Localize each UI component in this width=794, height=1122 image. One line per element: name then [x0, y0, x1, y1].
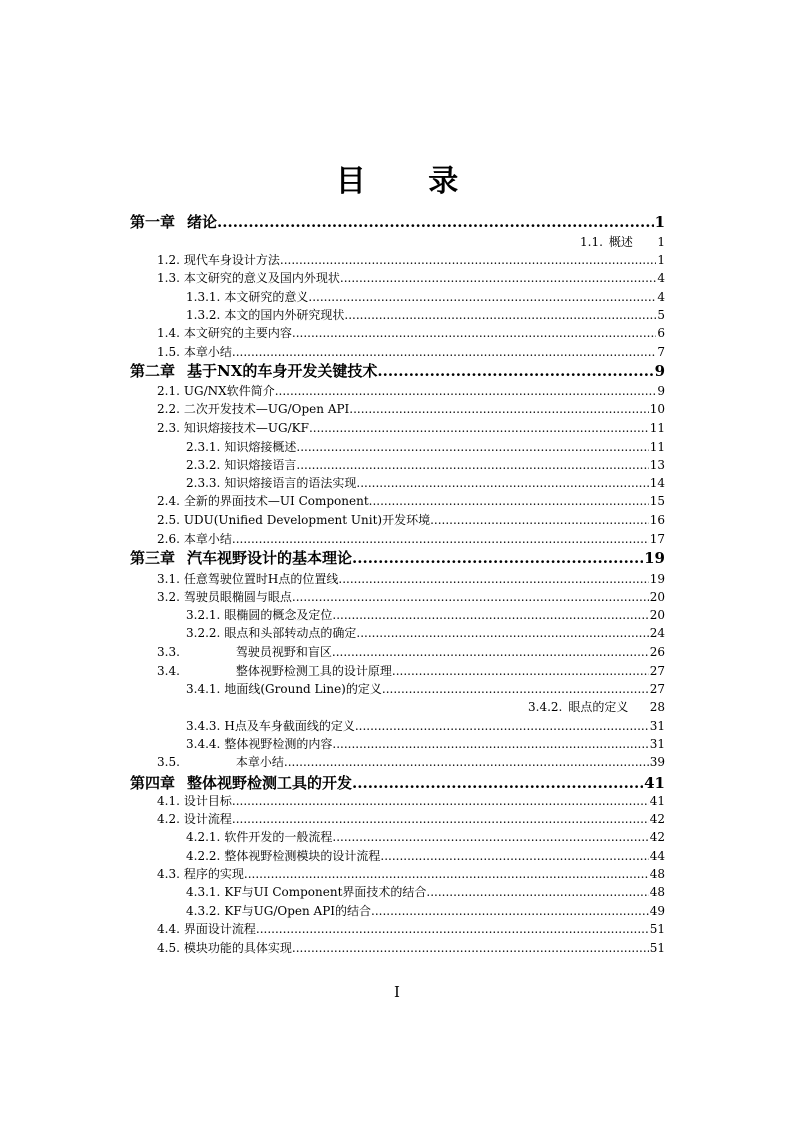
toc-entry-page: 15 — [649, 494, 665, 508]
toc-entry-page: 27 — [649, 664, 665, 678]
toc-entry-number: 2.3.3. — [186, 476, 221, 490]
toc-entry-page: 26 — [649, 645, 665, 659]
toc-chapter-entry[interactable] — [130, 361, 665, 381]
toc-entry-leader — [338, 570, 648, 588]
toc-entry-number: 1.2. — [157, 253, 180, 267]
toc-entry[interactable] — [580, 233, 665, 251]
toc-entry-leader — [349, 400, 648, 418]
toc-entry[interactable] — [157, 530, 665, 548]
toc-entry-number: 第二章 — [130, 362, 176, 380]
toc-entry-title: 任意驾驶位置时H点的位置线 — [183, 572, 339, 586]
toc-entry-number: 4.2. — [157, 812, 180, 826]
toc-entry-title: 基于NX的车身开发关键技术 — [187, 362, 378, 380]
toc-entry[interactable] — [157, 865, 665, 883]
toc-entry-page: 20 — [649, 608, 665, 622]
toc-entry[interactable] — [157, 511, 665, 529]
toc-entry[interactable] — [186, 606, 665, 624]
toc-entry[interactable] — [157, 662, 665, 680]
toc-entry-page: 44 — [649, 849, 665, 863]
toc-entry-number: 4.3.2. — [186, 904, 221, 918]
toc-entry-page: 11 — [649, 421, 665, 435]
toc-entry-leader — [332, 735, 648, 753]
toc-entry-title: KF与UI Component界面技术的结合 — [224, 885, 427, 899]
toc-entry-page: 49 — [649, 904, 665, 918]
toc-entry-number: 3.4.1. — [186, 682, 221, 696]
toc-entry[interactable] — [157, 570, 665, 588]
toc-entry-number: 3.2.2. — [186, 626, 221, 640]
toc-entry-number: 3.4.3. — [186, 719, 221, 733]
toc-entry[interactable] — [157, 382, 665, 400]
toc-entry-number: 2.5. — [157, 513, 180, 527]
toc-entry-leader — [332, 828, 648, 846]
toc-entry-leader — [340, 269, 656, 287]
toc-entry-title: 设计流程 — [183, 812, 232, 826]
toc-entry-page: 31 — [649, 719, 665, 733]
toc-entry-number: 1.3.1. — [186, 290, 221, 304]
toc-entry[interactable] — [157, 324, 665, 342]
toc-entry-number: 3.2. — [157, 590, 180, 604]
toc-entry-number: 3.4.2. — [528, 700, 563, 714]
toc-entry-title: 整体视野检测的内容 — [224, 737, 333, 751]
toc-entry-number: 4.3. — [157, 867, 180, 881]
toc-entry-number: 2.3. — [157, 421, 180, 435]
toc-entry[interactable] — [157, 492, 665, 510]
toc-entry-leader — [275, 382, 657, 400]
toc-entry-page: 24 — [649, 626, 665, 640]
toc-entry-leader — [356, 474, 648, 492]
toc-entry-page: 19 — [644, 549, 665, 567]
toc-entry[interactable] — [186, 735, 665, 753]
toc-entry-number: 3.5. — [157, 755, 180, 769]
toc-entry-leader — [232, 810, 649, 828]
toc-entry-page: 16 — [649, 513, 665, 527]
toc-entry-title: UG/NX软件简介 — [183, 384, 275, 398]
toc-entry[interactable] — [157, 920, 665, 938]
toc-entry-title: 本文研究的意义及国内外现状 — [183, 271, 340, 285]
toc-entry-leader — [392, 662, 649, 680]
toc-entry-page: 5 — [657, 308, 665, 322]
toc-entry-title: 眼点和头部转动点的确定 — [224, 626, 357, 640]
toc-entry[interactable] — [157, 588, 665, 606]
toc-entry-leader — [296, 456, 648, 474]
toc-entry[interactable] — [528, 698, 665, 716]
toc-entry-number: 1.3. — [157, 271, 180, 285]
toc-entry-page: 51 — [649, 922, 665, 936]
toc-entry-number: 1.3.2. — [186, 308, 221, 322]
toc-entry-number: 4.5. — [157, 941, 180, 955]
toc-entry-leader — [430, 511, 649, 529]
toc-entry-title: 本章小结 — [183, 345, 232, 359]
toc-entry[interactable] — [186, 456, 665, 474]
toc-entry-leader — [382, 680, 649, 698]
toc-entry-page: 42 — [649, 812, 665, 826]
toc-entry-leader — [232, 530, 649, 548]
toc-entry-leader — [292, 588, 649, 606]
toc-entry-page: 19 — [649, 572, 665, 586]
toc-entry[interactable] — [186, 680, 665, 698]
toc-entry-page: 31 — [649, 737, 665, 751]
toc-entry-leader — [356, 624, 648, 642]
toc-entry-number: 第四章 — [130, 774, 176, 792]
toc-entry-leader — [217, 212, 654, 232]
toc-entry[interactable] — [157, 251, 665, 269]
toc-entry-page: 41 — [644, 774, 665, 792]
toc-entry-page: 27 — [649, 682, 665, 696]
toc-entry-title: 整体视野检测工具的开发 — [187, 774, 353, 792]
toc-entry-title: 现代车身设计方法 — [183, 253, 280, 267]
toc-entry-number: 4.2.1. — [186, 830, 221, 844]
toc-entry-leader — [256, 920, 649, 938]
toc-chapter-entry[interactable] — [130, 548, 665, 568]
toc-entry-page: 17 — [649, 532, 665, 546]
toc-entry-title: 模块功能的具体实现 — [183, 941, 292, 955]
toc-entry[interactable] — [186, 438, 665, 456]
toc-entry-page: 48 — [649, 885, 665, 899]
toc-entry[interactable] — [157, 792, 665, 810]
toc-chapter-entry[interactable] — [130, 773, 665, 793]
toc-entry-number: 第一章 — [130, 213, 176, 231]
toc-entry[interactable] — [157, 343, 665, 361]
toc-entry-title: 概述 — [608, 235, 633, 249]
toc-entry-number: 3.3. — [157, 645, 180, 659]
toc-entry[interactable] — [186, 717, 665, 735]
toc-entry-number: 2.3.1. — [186, 440, 221, 454]
toc-entry-page: 1 — [657, 253, 665, 267]
toc-entry-page: 41 — [649, 794, 665, 808]
toc-entry[interactable] — [157, 269, 665, 287]
toc-entry-title: 知识熔接技术—UG/KF — [183, 421, 309, 435]
toc-entry-page: 28 — [649, 700, 665, 714]
page-number: I — [394, 983, 400, 1001]
toc-entry-leader — [232, 792, 649, 810]
toc-entry-leader — [352, 773, 643, 793]
toc-entry-leader — [232, 343, 656, 361]
toc-chapter-entry[interactable] — [130, 212, 665, 232]
toc-entry-leader — [292, 939, 649, 957]
toc-entry-title: 本文研究的意义 — [224, 290, 309, 304]
toc-entry-page: 51 — [649, 941, 665, 955]
toc-entry-title: 二次开发技术—UG/Open API — [183, 402, 350, 416]
toc-entry-number: 1.5. — [157, 345, 180, 359]
toc-entry-title: 本章小结 — [183, 532, 232, 546]
toc-entry-number: 4.4. — [157, 922, 180, 936]
toc-entry-leader — [244, 865, 649, 883]
toc-entry-page: 11 — [649, 440, 665, 454]
toc-entry-leader — [332, 606, 648, 624]
toc-entry-title: 软件开发的一般流程 — [224, 830, 333, 844]
toc-entry[interactable] — [186, 902, 665, 920]
toc-entry-leader — [296, 438, 648, 456]
toc-entry-title: 整体视野检测工具的设计原理 — [235, 664, 392, 678]
toc-entry-leader — [426, 883, 648, 901]
toc-entry-title: 驾驶员视野和盲区 — [235, 645, 332, 659]
toc-entry-title: 程序的实现 — [183, 867, 244, 881]
toc-entry-number: 3.2.1. — [186, 608, 221, 622]
toc-entry-leader — [308, 288, 656, 306]
toc-entry-page: 1 — [654, 213, 665, 231]
toc-entry-title: 眼椭圆的概念及定位 — [224, 608, 333, 622]
toc-entry-leader — [309, 419, 649, 437]
toc-entry-page: 9 — [654, 362, 665, 380]
toc-entry[interactable] — [186, 828, 665, 846]
toc-entry-page: 39 — [649, 755, 665, 769]
toc-entry-leader — [369, 492, 649, 510]
toc-entry[interactable] — [157, 810, 665, 828]
toc-entry-number: 1.4. — [157, 326, 180, 340]
toc-entry[interactable] — [157, 753, 665, 771]
toc-entry-page: 42 — [649, 830, 665, 844]
toc-entry[interactable] — [186, 474, 665, 492]
toc-entry[interactable] — [157, 643, 665, 661]
toc-entry[interactable] — [186, 288, 665, 306]
toc-entry-page: 6 — [657, 326, 665, 340]
toc-entry-page: 10 — [649, 402, 665, 416]
toc-entry-title: 地面线(Ground Line)的定义 — [224, 682, 382, 696]
toc-entry-leader — [352, 548, 643, 568]
toc-entry-title: H点及车身截面线的定义 — [224, 719, 355, 733]
toc-entry-number: 第三章 — [130, 549, 176, 567]
toc-entry[interactable] — [157, 939, 665, 957]
toc-entry-page: 4 — [657, 271, 665, 285]
toc-entry-number: 2.3.2. — [186, 458, 221, 472]
toc-entry-page: 48 — [649, 867, 665, 881]
toc-entry-number: 3.4.4. — [186, 737, 221, 751]
toc-entry-number: 1.1. — [580, 235, 603, 249]
toc-entry-title: 本文的国内外研究现状 — [224, 308, 345, 322]
page-title: 目 录 — [335, 164, 485, 199]
toc-entry-page: 20 — [649, 590, 665, 604]
toc-entry-title: 知识熔接语言的语法实现 — [224, 476, 357, 490]
toc-entry-leader — [355, 717, 649, 735]
toc-entry-title: 全新的界面技术—UI Component — [183, 494, 369, 508]
toc-entry-number: 2.1. — [157, 384, 180, 398]
toc-entry-page: 4 — [657, 290, 665, 304]
toc-entry-leader — [380, 847, 648, 865]
toc-entry-number: 4.3.1. — [186, 885, 221, 899]
toc-entry-title: 眼点的定义 — [568, 700, 629, 714]
toc-entry-number: 2.4. — [157, 494, 180, 508]
toc-entry[interactable] — [186, 883, 665, 901]
toc-entry-title: 知识熔接概述 — [224, 440, 297, 454]
toc-entry-leader — [371, 902, 649, 920]
toc-entry-title: 知识熔接语言 — [224, 458, 297, 472]
toc-entry-page: 1 — [657, 235, 665, 249]
toc-entry-title: 界面设计流程 — [183, 922, 256, 936]
toc-entry-leader — [332, 643, 649, 661]
toc-entry-title: UDU(Unified Development Unit)开发环境 — [183, 513, 431, 527]
toc-entry-title: 设计目标 — [183, 794, 232, 808]
toc-entry-title: 本章小结 — [235, 755, 284, 769]
toc-entry-leader — [377, 361, 653, 381]
toc-entry-leader — [344, 306, 656, 324]
toc-entry-title: KF与UG/Open API的结合 — [224, 904, 372, 918]
toc-entry[interactable] — [186, 306, 665, 324]
toc-entry-number: 4.2.2. — [186, 849, 221, 863]
toc-entry-number: 2.6. — [157, 532, 180, 546]
toc-entry[interactable] — [186, 624, 665, 642]
toc-entry-title: 整体视野检测模块的设计流程 — [224, 849, 381, 863]
toc-entry-number: 4.1. — [157, 794, 180, 808]
toc-entry[interactable] — [157, 400, 665, 418]
toc-entry-page: 13 — [649, 458, 665, 472]
toc-entry-number: 3.4. — [157, 664, 180, 678]
toc-entry-title: 汽车视野设计的基本理论 — [187, 549, 353, 567]
toc-entry[interactable] — [186, 847, 665, 865]
toc-entry-leader — [284, 753, 649, 771]
toc-entry-number: 3.1. — [157, 572, 180, 586]
toc-entry-number: 2.2. — [157, 402, 180, 416]
toc-entry-title: 驾驶员眼椭圆与眼点 — [183, 590, 292, 604]
toc-entry-page: 7 — [657, 345, 665, 359]
toc-entry-page: 9 — [657, 384, 665, 398]
toc-entry-page: 14 — [649, 476, 665, 490]
toc-entry-leader — [280, 251, 656, 269]
toc-entry[interactable] — [157, 419, 665, 437]
toc-entry-leader — [292, 324, 656, 342]
toc-entry-title: 绪论 — [187, 213, 218, 231]
toc-entry-title: 本文研究的主要内容 — [183, 326, 292, 340]
